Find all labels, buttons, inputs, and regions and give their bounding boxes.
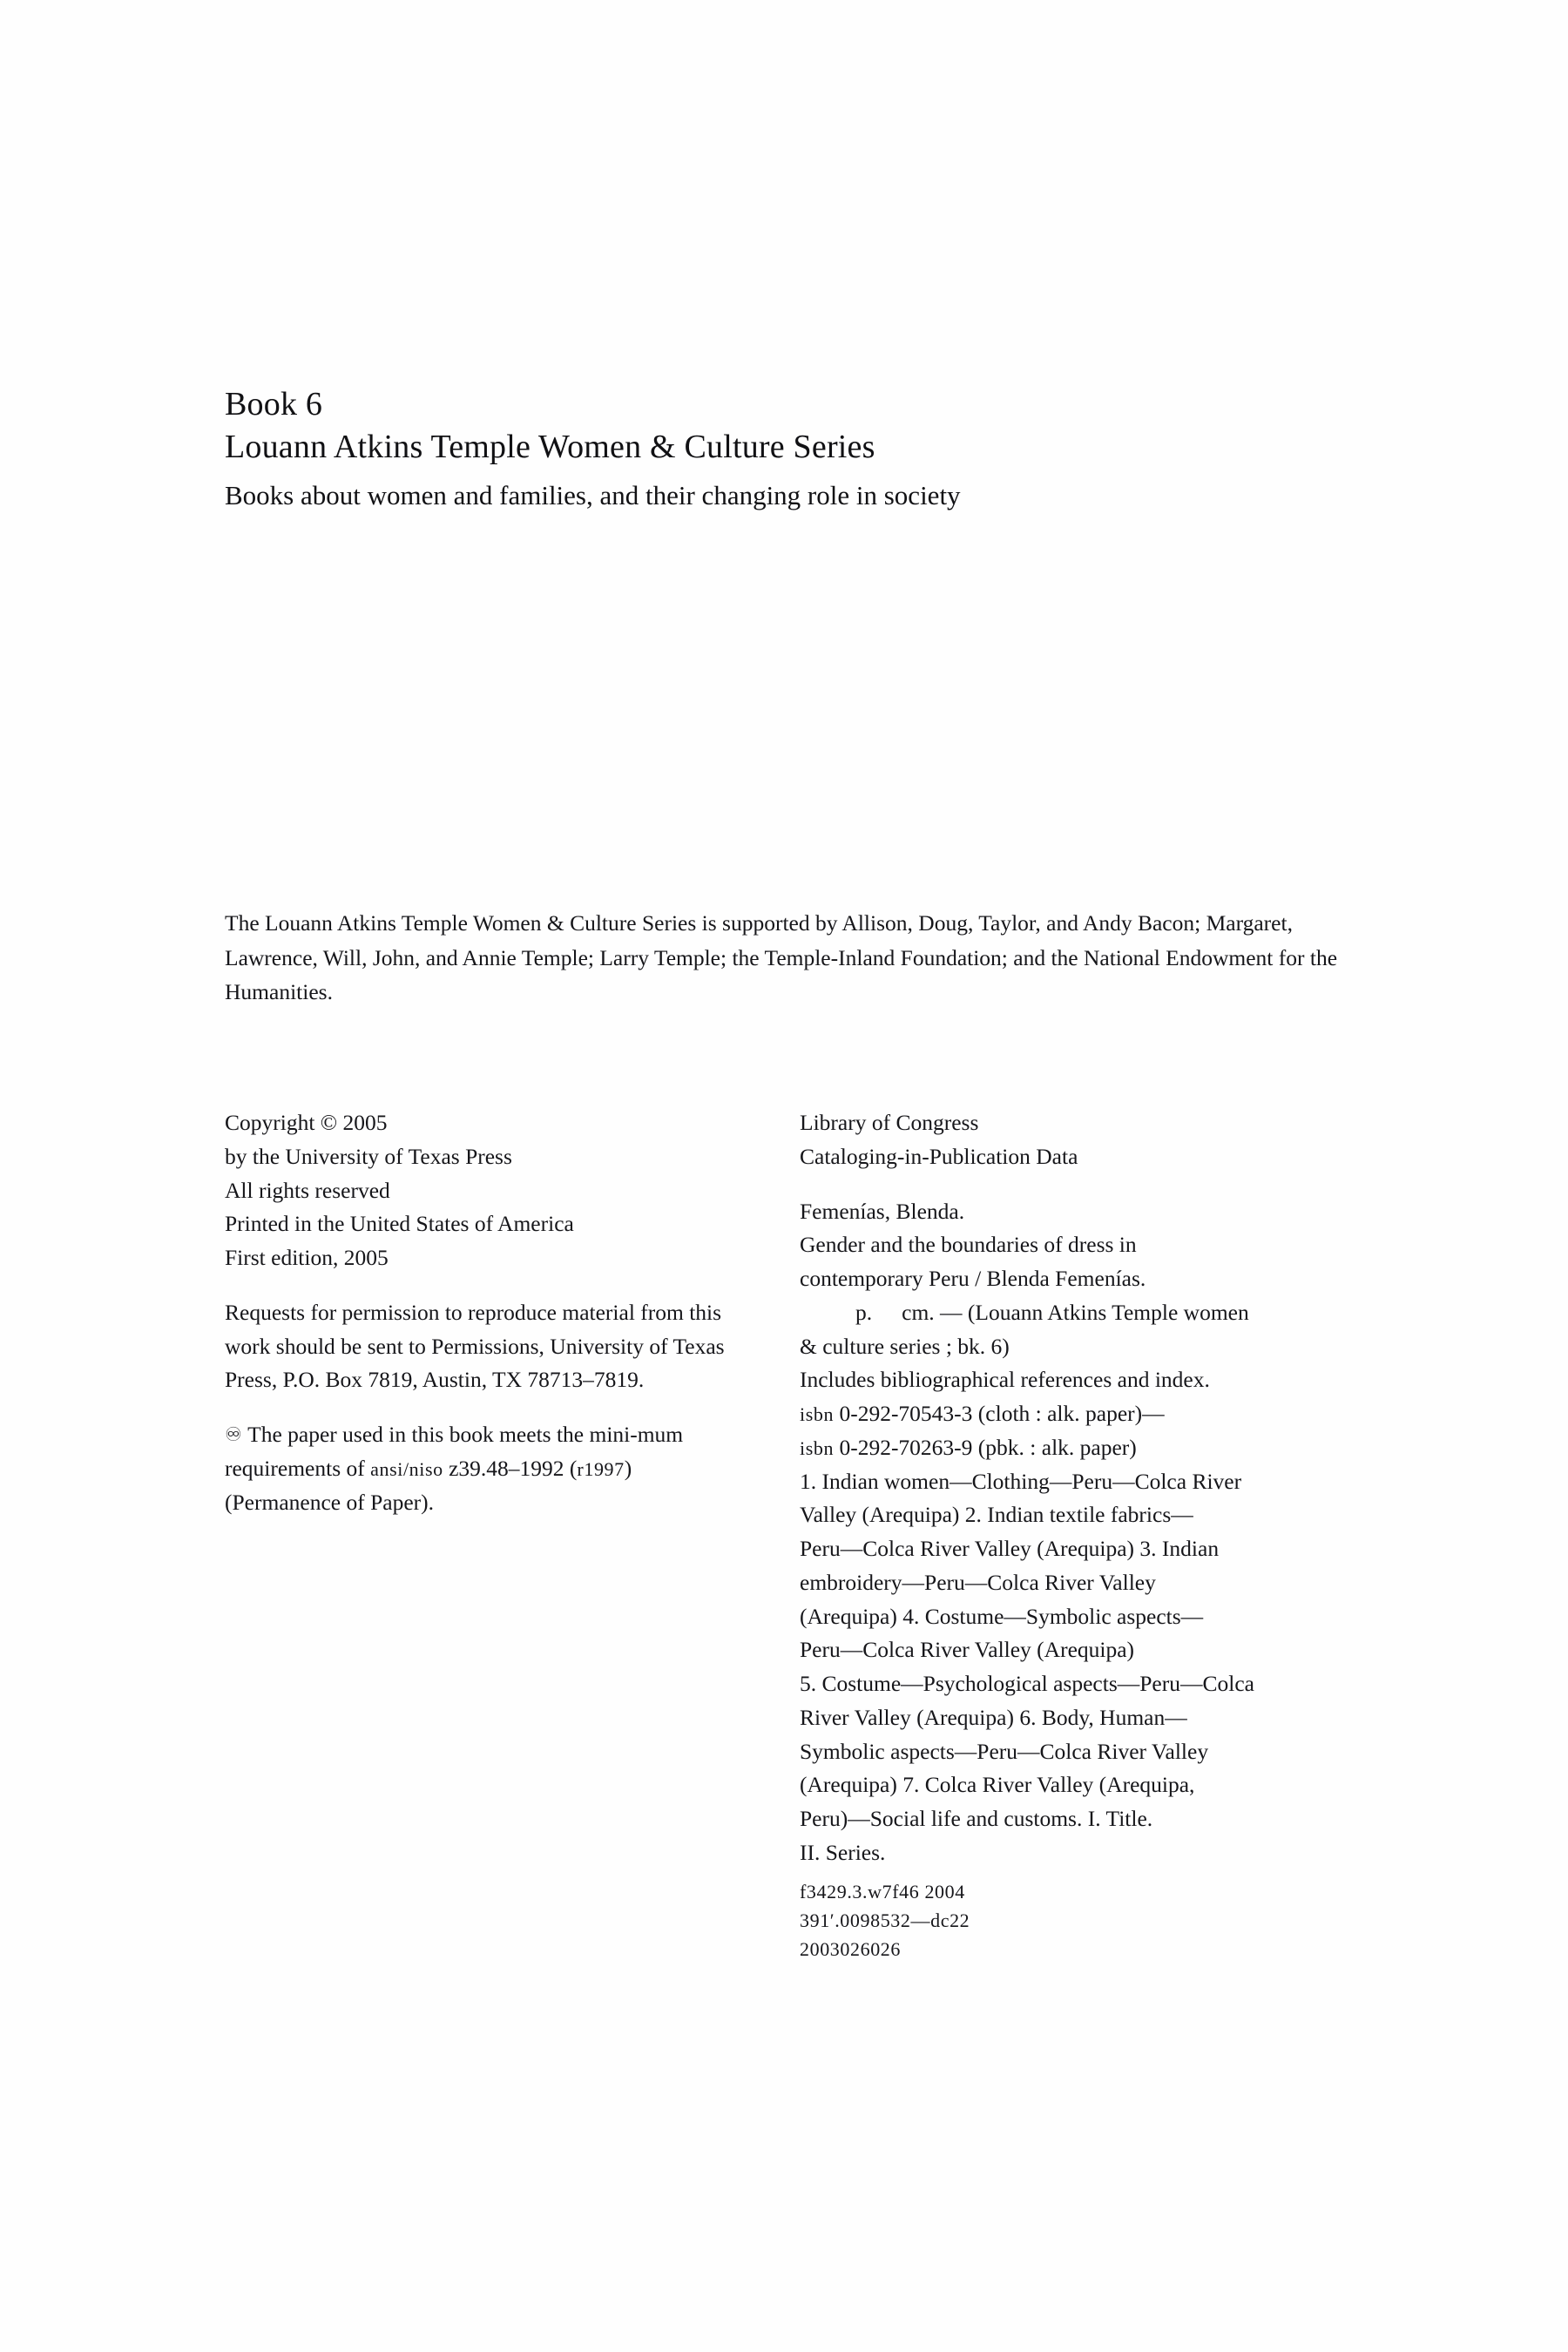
permissions-block xyxy=(225,1296,730,1397)
cip-subject-line: Symbolic aspects—Peru—Colca River Valley xyxy=(800,1738,1209,1764)
cip-subject-line: Valley (Arequipa) 2. Indian textile fabrics— xyxy=(800,1502,1193,1528)
loc-heading xyxy=(800,1106,1348,1174)
paper-note-part-2: z39.48–1992 ( xyxy=(443,1455,578,1481)
edition-line: First edition, 2005 xyxy=(225,1245,389,1270)
page-content xyxy=(225,383,1348,1961)
cip-pagination xyxy=(800,1296,1348,1330)
cip-author: Femenías, Blenda. xyxy=(800,1198,965,1224)
paper-note-part-3: ) (Permanence of Paper). xyxy=(225,1455,632,1515)
isbn-value-2: 0-292-70263-9 (pbk. : alk. paper) xyxy=(839,1434,1137,1460)
cip-bibliography-note: Includes bibliographical references and index. xyxy=(800,1367,1210,1393)
cip-dewey: 391′.0098532—dc22 xyxy=(800,1909,970,1931)
series-subtitle: Books about women and families, and their changing role in society xyxy=(225,480,961,511)
cip-call-number: f3429.3.w7f46 2004 xyxy=(800,1880,965,1903)
cip-subject-line: 5. Costume—Psychological aspects—Peru—Colca xyxy=(800,1671,1254,1696)
cip-subject-line: Peru—Colca River Valley (Arequipa) xyxy=(800,1637,1135,1663)
cip-isbn-1 xyxy=(800,1397,1348,1431)
standard-ansi-niso: ansi/niso xyxy=(370,1457,443,1480)
cip-subject-line: (Arequipa) 7. Colca River Valley (Arequipa, xyxy=(800,1772,1195,1798)
cip-title-line-1: Gender and the boundaries of dress in xyxy=(800,1232,1137,1258)
series-support-note: The Louann Atkins Temple Women & Culture Series is supported by Allison, Doug, Taylor, and Andy Bacon; Margaret, Lawrence, Will, John, and Annie Temple; Larry Temple; the Temple-Inland Foundation; and the National Endowment for the Humanities. xyxy=(225,910,1338,1005)
cip-control-number: 2003026026 xyxy=(800,1938,901,1961)
cip-series-note: & culture series ; bk. 6) xyxy=(800,1333,1010,1359)
isbn-label-1: isbn xyxy=(800,1403,835,1425)
copyright-column xyxy=(225,1106,730,1519)
paper-standard-block xyxy=(225,1418,730,1519)
printed-line: Printed in the United States of America xyxy=(225,1211,574,1237)
permissions-text: Requests for permission to reproduce material from this work should be sent to Permissions, University of Texas Press, P.O. Box 7819, Austin, TX 78713–7819. xyxy=(225,1299,725,1393)
loc-heading-line-2: Cataloging-in-Publication Data xyxy=(800,1143,1078,1169)
standard-r1997: r1997 xyxy=(577,1457,625,1480)
series-title: Louann Atkins Temple Women & Culture Series xyxy=(225,428,875,465)
cip-subject-line: (Arequipa) 4. Costume—Symbolic aspects— xyxy=(800,1603,1204,1629)
loc-heading-line-1: Library of Congress xyxy=(800,1110,979,1135)
paper-note-part-1: The paper used in this book meets the mini-mum requirements of xyxy=(225,1422,684,1481)
cip-isbn-2 xyxy=(800,1431,1348,1465)
rights-line: All rights reserved xyxy=(225,1177,390,1203)
cip-subject-line: II. Series. xyxy=(800,1839,886,1865)
cip-subject-line: Peru—Colca River Valley (Arequipa) 3. Indian xyxy=(800,1536,1220,1561)
loc-cip-column xyxy=(800,1106,1348,1964)
copyright-block xyxy=(225,1106,730,1275)
pagination-cm: cm. — (Louann Atkins Temple women xyxy=(902,1299,1249,1325)
cip-subject-line: River Valley (Arequipa) 6. Body, Human— xyxy=(800,1704,1187,1730)
cip-title-line-2: contemporary Peru / Blenda Femenías. xyxy=(800,1266,1146,1291)
cip-subject-line: 1. Indian women—Clothing—Peru—Colca River xyxy=(800,1468,1242,1494)
pagination-p: p. xyxy=(855,1299,873,1325)
series-heading-block xyxy=(225,383,1348,516)
copyright-line: Copyright © 2005 xyxy=(225,1110,388,1135)
infinity-icon: ♾ xyxy=(225,1423,243,1445)
cip-subject-line: embroidery—Peru—Colca River Valley xyxy=(800,1569,1156,1595)
cip-record xyxy=(800,1195,1348,1964)
isbn-value-1: 0-292-70543-3 (cloth : alk. paper)— xyxy=(839,1401,1165,1426)
book-number: Book 6 xyxy=(225,386,323,422)
isbn-label-2: isbn xyxy=(800,1436,835,1459)
publisher-line: by the University of Texas Press xyxy=(225,1143,512,1169)
cip-subject-line: Peru)—Social life and customs. I. Title. xyxy=(800,1806,1153,1831)
